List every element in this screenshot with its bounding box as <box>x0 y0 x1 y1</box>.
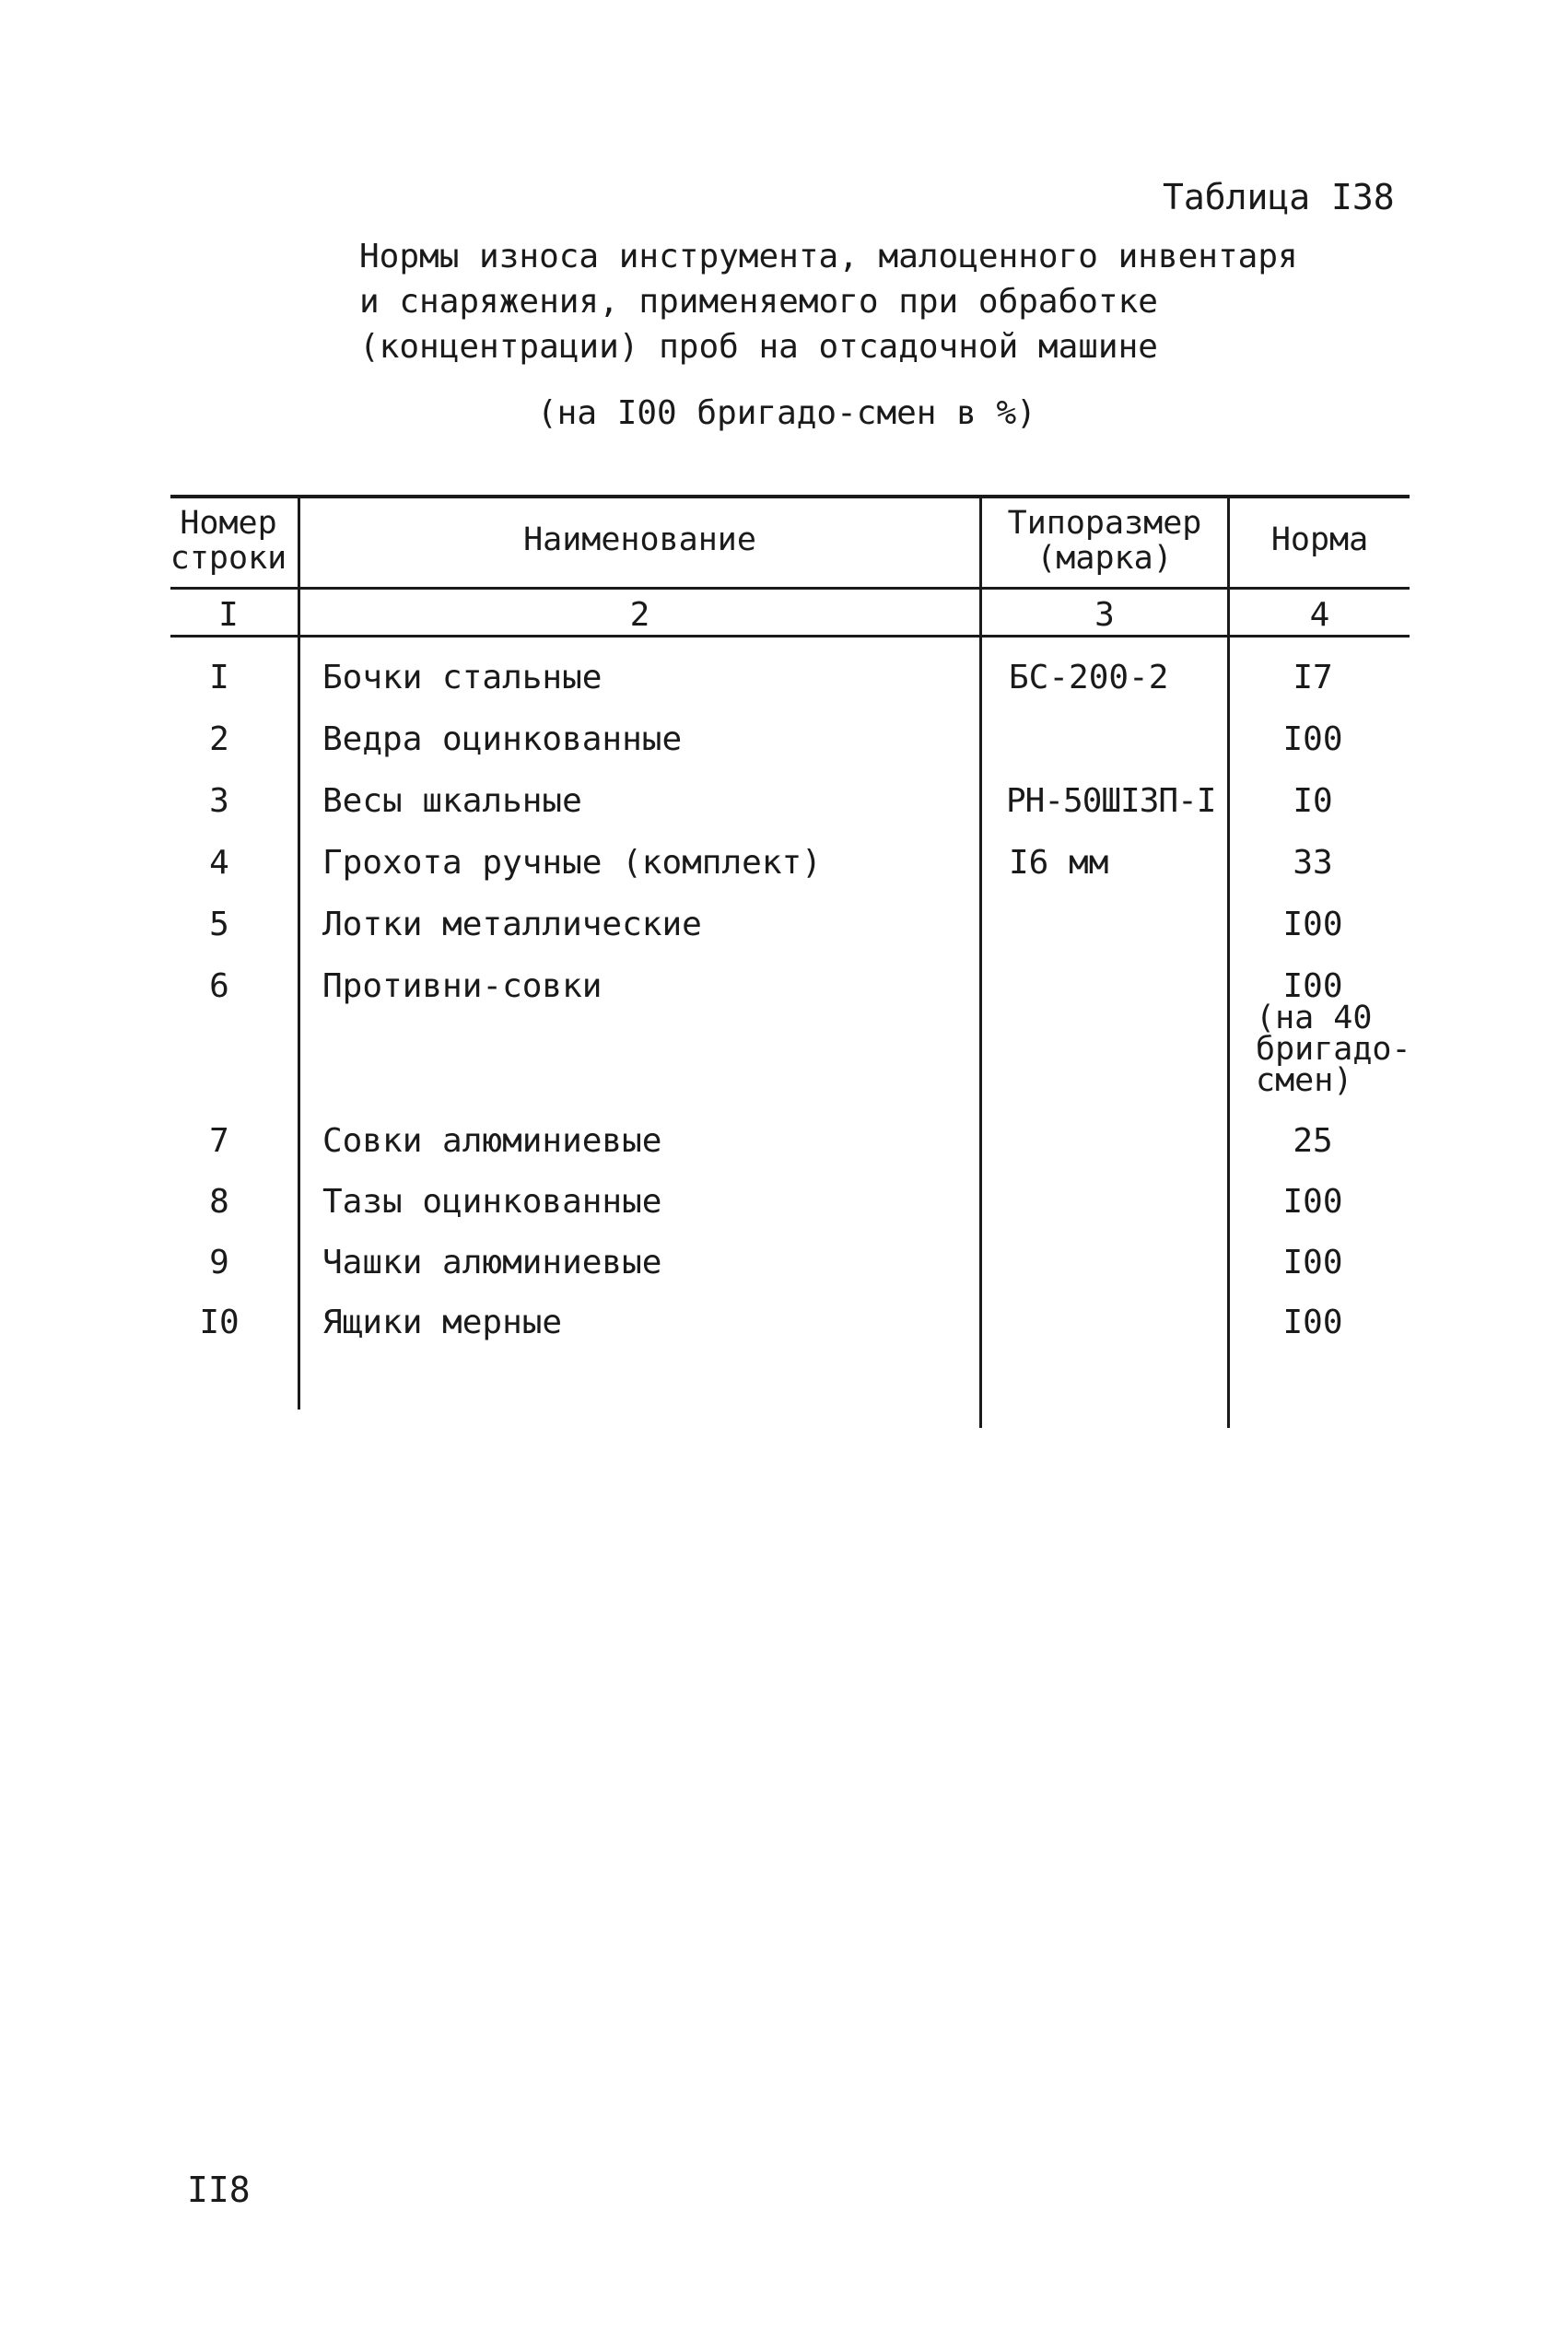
row-number: 7 <box>209 1122 229 1160</box>
row-name: Лотки металлические <box>322 906 702 943</box>
table-title-line-2: и снаряжения, применяемого при обработке <box>359 283 1158 321</box>
header-size-line-1: Типоразмер <box>1007 505 1202 542</box>
row-norm: I00 <box>1282 1244 1343 1281</box>
page-number: II8 <box>187 2170 251 2210</box>
row-norm: I7 <box>1293 659 1333 696</box>
row-norm: I0 <box>1293 782 1333 820</box>
row-number: 5 <box>209 906 229 943</box>
table-title-line-1: Нормы износа инструмента, малоценного инвентаря <box>359 238 1298 275</box>
header-size-line-2: (марка) <box>1036 540 1173 577</box>
header-size <box>982 506 1227 576</box>
row-norm: I00 <box>1282 967 1343 1005</box>
column-number-2: 2 <box>629 596 650 634</box>
row-name: Бочки стальные <box>322 659 603 696</box>
row-number: 4 <box>209 844 229 882</box>
column-divider-3 <box>1227 495 1230 1428</box>
row-norm: 33 <box>1293 844 1333 882</box>
row-number: 8 <box>209 1183 229 1221</box>
column-numbers-rule <box>170 635 1410 638</box>
row-name: Чашки алюминиевые <box>322 1244 662 1281</box>
header-row-number <box>164 506 293 576</box>
table-label: Таблица I38 <box>1163 177 1395 217</box>
row-name: Ящики мерные <box>322 1304 563 1341</box>
header-row-number-line-1: Номер <box>180 505 277 542</box>
row-norm: I00 <box>1282 906 1343 943</box>
row-name: Противни-совки <box>322 967 603 1005</box>
column-number-3: 3 <box>1094 596 1115 634</box>
header-name: Наименование <box>523 521 756 558</box>
column-number-1: I <box>218 596 239 634</box>
row-number: 9 <box>209 1244 229 1281</box>
table-title-line-3: (концентрации) проб на отсадочной машине <box>359 328 1158 366</box>
row-size: РН-50ШI3П-I <box>1006 782 1216 820</box>
header-bottom-rule <box>170 587 1410 590</box>
row-size: БС-200-2 <box>1009 659 1169 696</box>
table-top-rule <box>170 495 1410 498</box>
row-number: 6 <box>209 967 229 1005</box>
row-norm: 25 <box>1293 1122 1333 1160</box>
table-units: (на I00 бригадо-смен в %) <box>537 394 1036 432</box>
row-name: Совки алюминиевые <box>322 1122 662 1160</box>
row-norm: I00 <box>1282 1183 1343 1221</box>
row-number: 2 <box>209 720 229 758</box>
row-name: Грохота ручные (комплект) <box>322 844 822 882</box>
row-number: I <box>209 659 229 696</box>
row-name: Тазы оцинкованные <box>322 1183 662 1221</box>
row-norm: I00 <box>1282 1304 1343 1341</box>
header-norm: Норма <box>1270 521 1369 558</box>
row-number: 3 <box>209 782 229 820</box>
column-number-4: 4 <box>1309 596 1330 634</box>
column-divider-2 <box>979 495 982 1428</box>
header-row-number-line-2: строки <box>170 540 287 577</box>
row-number: I0 <box>199 1304 240 1341</box>
row-norm-note: (на 40 бригадо-смен) <box>1256 1000 1411 1099</box>
row-name: Ведра оцинкованные <box>322 720 683 758</box>
row-norm: I00 <box>1282 720 1343 758</box>
row-name: Весы шкальные <box>322 782 582 820</box>
row-size: I6 мм <box>1009 844 1109 882</box>
